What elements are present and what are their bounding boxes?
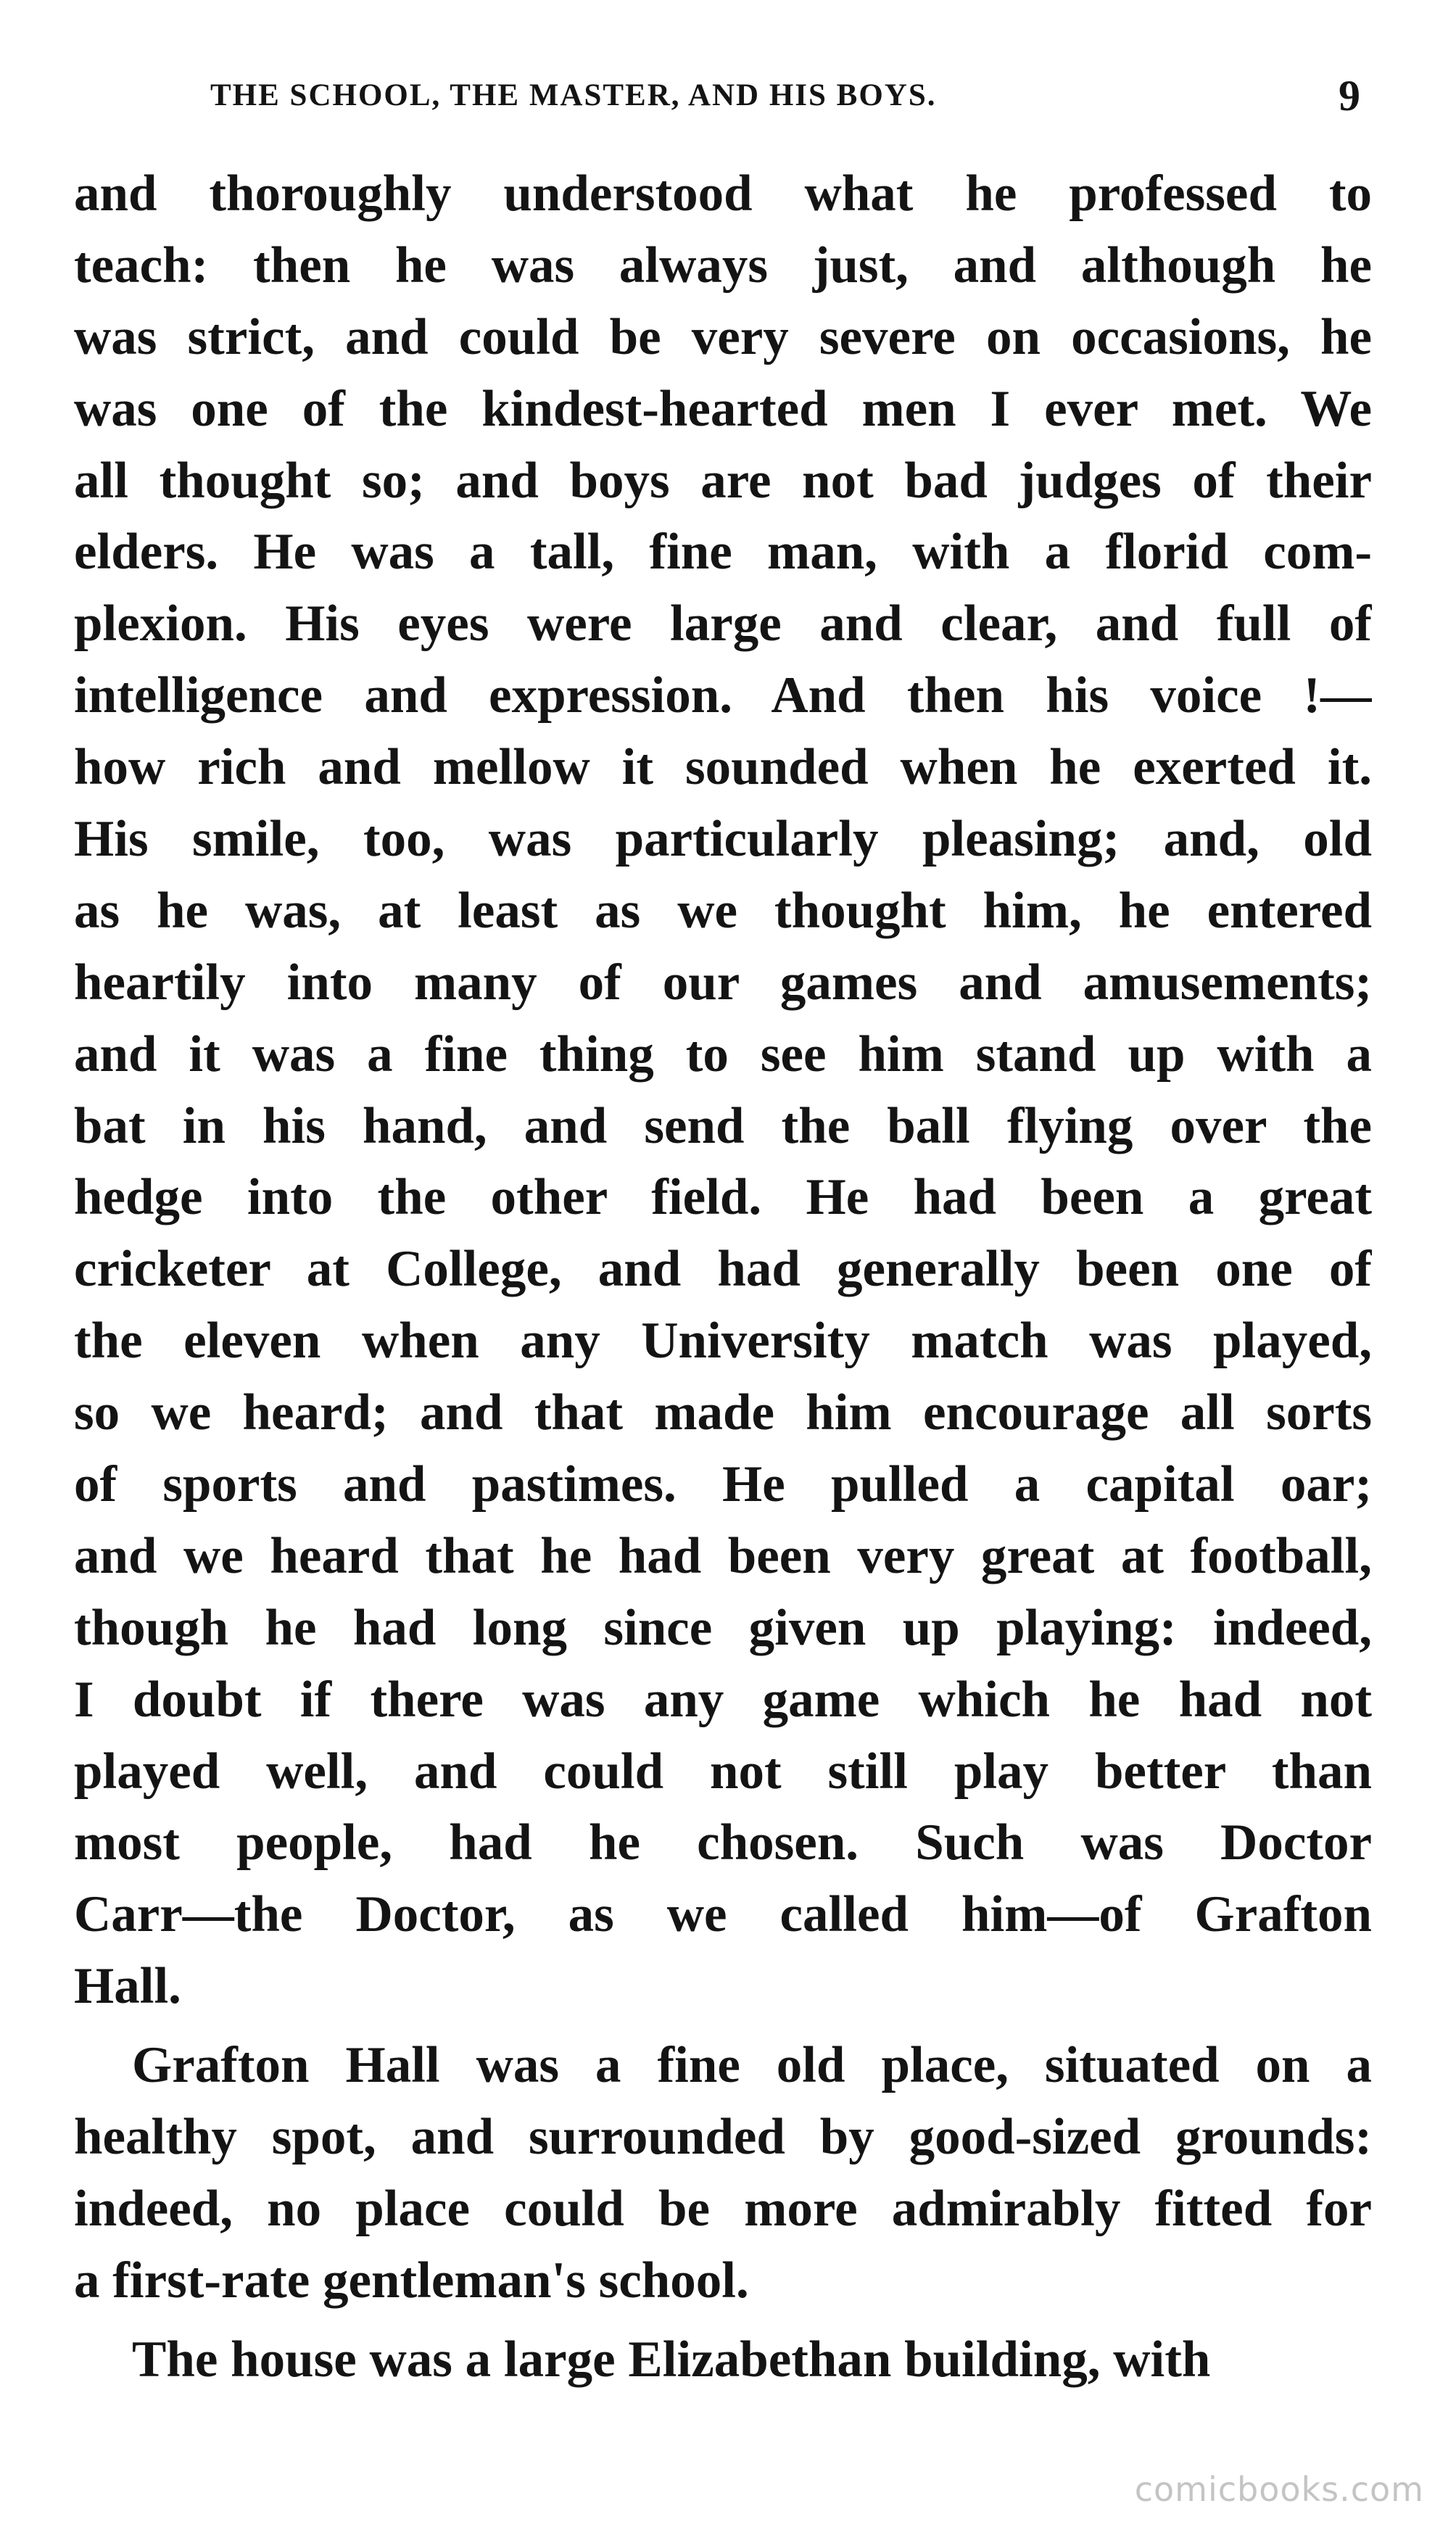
paragraph [74, 158, 1372, 2022]
running-title: THE SCHOOL, THE MASTER, AND HIS BOYS. [210, 78, 937, 112]
text-line: heartily into many of our games and amusements; [74, 954, 1372, 1011]
text-line: as he was, at least as we thought him, he entered [74, 882, 1372, 939]
text-line: played well, and could not still play better than [74, 1742, 1372, 1800]
paragraph [74, 2324, 1372, 2396]
text-line: and it was a fine thing to see him stand up with a [74, 1025, 1372, 1083]
paragraph-gap [74, 2317, 1372, 2324]
text-line: intelligence and expression. And then his voice !— [74, 667, 1372, 724]
text-line: I doubt if there was any game which he had not [74, 1671, 1372, 1728]
text-line: was one of the kindest-hearted men I ever met. We [74, 380, 1372, 437]
paragraph-gap [74, 2022, 1372, 2030]
text-line: indeed, no place could be more admirably fitted for [74, 2180, 1372, 2237]
text-line: cricketer at College, and had generally been one of [74, 1241, 1372, 1298]
text-line: teach: then he was always just, and although he [74, 236, 1372, 294]
text-line: healthy spot, and surrounded by good-sized grounds: [74, 2109, 1372, 2166]
text-line: a first-rate gentleman's school. [74, 2252, 749, 2309]
text-line: The house was a large Elizabethan building, with [132, 2331, 1211, 2388]
text-line: Carr—the Doctor, as we called him—of Grafton [74, 1886, 1372, 1943]
text-line: Grafton Hall was a fine old place, situated on a [132, 2037, 1372, 2094]
text-line: hedge into the other field. He had been a great [74, 1169, 1372, 1226]
page-number: 9 [1339, 72, 1360, 120]
text-line: most people, had he chosen. Such was Doctor [74, 1814, 1372, 1872]
running-head [210, 67, 1360, 125]
text-line: and we heard that he had been very great at football, [74, 1527, 1372, 1584]
text-line: plexion. His eyes were large and clear, and full of [74, 595, 1372, 653]
text-line: His smile, too, was particularly pleasing; and, old [74, 811, 1372, 868]
text-line: elders. He was a tall, fine man, with a florid com- [74, 524, 1372, 581]
text-line: bat in his hand, and send the ball flying over the [74, 1097, 1372, 1154]
text-line: so we heard; and that made him encourage all sorts [74, 1384, 1372, 1442]
text-line: of sports and pastimes. He pulled a capital oar; [74, 1456, 1372, 1513]
text-line: how rich and mellow it sounded when he exerted it. [74, 739, 1372, 796]
text-line: though he had long since given up playing: indeed, [74, 1599, 1372, 1656]
text-line: Hall. [74, 1958, 181, 2015]
text-line: and thoroughly understood what he professed to [74, 165, 1372, 222]
text-line: the eleven when any University match was played, [74, 1312, 1372, 1370]
text-line: was strict, and could be very severe on occasions, he [74, 308, 1372, 365]
watermark: comicbooks.com [1134, 2470, 1424, 2509]
body-text [74, 158, 1372, 2396]
paragraph [74, 2030, 1372, 2317]
text-line: all thought so; and boys are not bad judges of their [74, 452, 1372, 509]
